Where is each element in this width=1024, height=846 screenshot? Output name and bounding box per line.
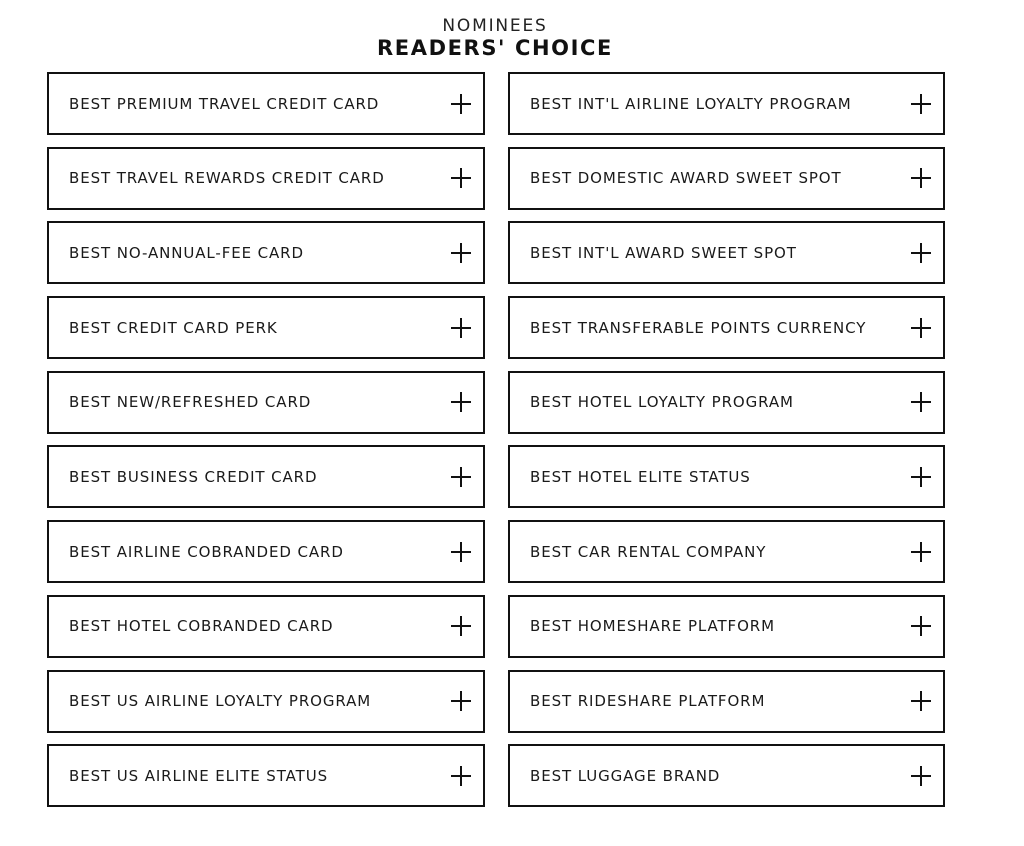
category-label: BEST HOTEL LOYALTY PROGRAM [530,393,794,412]
category-label: BEST NEW/REFRESHED CARD [69,393,312,412]
category-label: BEST TRAVEL REWARDS CREDIT CARD [69,169,385,188]
category-label: BEST INT'L AWARD SWEET SPOT [530,243,797,262]
category-accordion-item[interactable] [47,296,485,359]
plus-icon[interactable] [451,766,471,786]
plus-icon[interactable] [911,766,931,786]
category-accordion-item[interactable] [47,744,485,807]
category-accordion-item[interactable] [47,371,485,434]
category-accordion-item[interactable] [47,670,485,733]
category-label: BEST INT'L AIRLINE LOYALTY PROGRAM [530,94,852,113]
page-title: READERS' CHOICE [377,36,613,60]
plus-icon[interactable] [451,168,471,188]
category-label: BEST HOTEL ELITE STATUS [530,467,751,486]
category-label: BEST PREMIUM TRAVEL CREDIT CARD [69,94,380,113]
category-accordion-item[interactable] [47,520,485,583]
plus-icon[interactable] [911,243,931,263]
category-label: BEST NO-ANNUAL-FEE CARD [69,243,304,262]
plus-icon[interactable] [911,616,931,636]
plus-icon[interactable] [911,467,931,487]
category-label: BEST LUGGAGE BRAND [530,766,721,785]
plus-icon[interactable] [451,243,471,263]
plus-icon[interactable] [911,94,931,114]
category-label: BEST CREDIT CARD PERK [69,318,278,337]
plus-icon[interactable] [451,392,471,412]
nominees-eyebrow: NOMINEES [442,16,548,36]
page-header [0,16,990,60]
category-accordion-item[interactable] [47,221,485,284]
category-label: BEST DOMESTIC AWARD SWEET SPOT [530,169,842,188]
category-accordion-item[interactable] [47,147,485,210]
category-accordion-item[interactable] [508,520,945,583]
category-label: BEST HOTEL COBRANDED CARD [69,617,334,636]
category-label: BEST CAR RENTAL COMPANY [530,542,767,561]
category-accordion-item[interactable] [508,371,945,434]
plus-icon[interactable] [451,616,471,636]
plus-icon[interactable] [911,168,931,188]
plus-icon[interactable] [451,691,471,711]
plus-icon[interactable] [451,467,471,487]
category-accordion-item[interactable] [508,670,945,733]
category-accordion-item[interactable] [47,445,485,508]
category-label: BEST TRANSFERABLE POINTS CURRENCY [530,318,867,337]
category-accordion-item[interactable] [508,72,945,135]
plus-icon[interactable] [451,542,471,562]
category-accordion-item[interactable] [508,744,945,807]
plus-icon[interactable] [911,691,931,711]
category-accordion-item[interactable] [508,595,945,658]
plus-icon[interactable] [451,94,471,114]
nominee-category-grid [47,72,945,807]
category-label: BEST HOMESHARE PLATFORM [530,617,775,636]
category-label: BEST US AIRLINE ELITE STATUS [69,766,328,785]
plus-icon[interactable] [451,318,471,338]
category-accordion-item[interactable] [508,296,945,359]
plus-icon[interactable] [911,392,931,412]
category-accordion-item[interactable] [508,147,945,210]
category-accordion-item[interactable] [47,72,485,135]
category-accordion-item[interactable] [508,445,945,508]
plus-icon[interactable] [911,542,931,562]
plus-icon[interactable] [911,318,931,338]
category-accordion-item[interactable] [508,221,945,284]
category-label: BEST AIRLINE COBRANDED CARD [69,542,344,561]
category-label: BEST BUSINESS CREDIT CARD [69,467,318,486]
category-accordion-item[interactable] [47,595,485,658]
category-label: BEST RIDESHARE PLATFORM [530,692,766,710]
category-label: BEST US AIRLINE LOYALTY PROGRAM [69,692,372,710]
